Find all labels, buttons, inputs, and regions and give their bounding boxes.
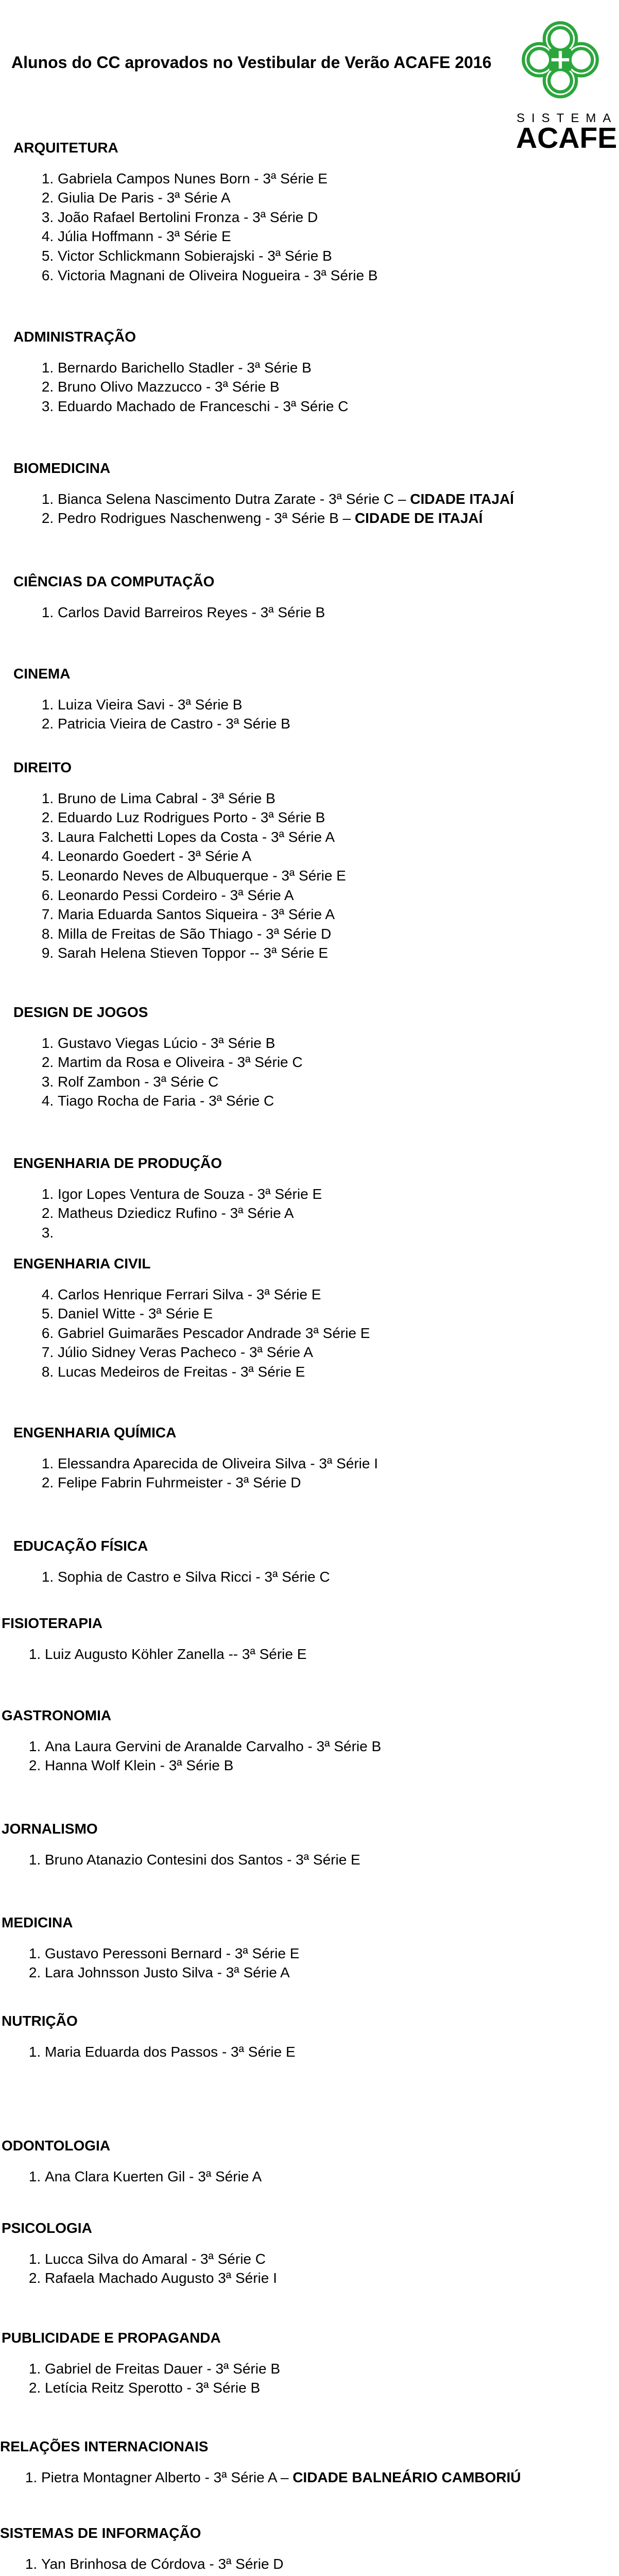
section-educacao-fisica (13, 1536, 330, 1586)
section-nutricao (2, 2011, 296, 2061)
student-list-item: 6. Leonardo Pessi Cordeiro - 3ª Série A (58, 886, 346, 905)
student-list (2, 2249, 277, 2288)
student-list-item: 1. Maria Eduarda dos Passos - 3ª Série E (45, 2042, 296, 2062)
student-list (2, 2167, 262, 2187)
student-list-item: 1. Bruno de Lima Cabral - 3ª Série B (58, 789, 346, 808)
section-heading: JORNALISMO (2, 1821, 98, 1837)
section-heading: DESIGN DE JOGOS (13, 1004, 148, 1020)
student-list-item: 2. Letícia Reitz Sperotto - 3ª Série B (45, 2378, 280, 2398)
student-list (13, 603, 325, 622)
student-list-item: 6. Gabriel Guimarães Pescador Andrade 3ª Série E (58, 1324, 370, 1343)
student-list (13, 1285, 370, 1382)
student-list (13, 695, 290, 734)
student-list-item: 3. Rolf Zambon - 3ª Série C (58, 1072, 303, 1092)
student-list (2, 1645, 306, 1664)
section-heading: RELAÇÕES INTERNACIONAIS (0, 2438, 209, 2454)
student-list (2, 1737, 381, 1775)
student-list-item: 1. Elessandra Aparecida de Oliveira Silva - 3ª Série I (58, 1454, 378, 1473)
section-biomedicina (13, 459, 514, 528)
student-list-item: 4. Carlos Henrique Ferrari Silva - 3ª Série E (58, 1285, 370, 1304)
section-administracao (13, 327, 348, 416)
page-title: Alunos do CC aprovados no Vestibular de Verão ACAFE 2016 (11, 53, 492, 72)
section-heading: PUBLICIDADE E PROPAGANDA (2, 2330, 221, 2346)
acafe-logo (515, 19, 618, 154)
student-list-item: 1. Gustavo Peressoni Bernard - 3ª Série E (45, 1944, 299, 1963)
student-list-item: 4. Tiago Rocha de Faria - 3ª Série C (58, 1091, 303, 1111)
student-list-item: 2. Bruno Olivo Mazzucco - 3ª Série B (58, 377, 348, 397)
section-engenharia-quimica (13, 1423, 378, 1493)
section-heading: BIOMEDICINA (13, 460, 111, 476)
student-list (0, 2468, 521, 2487)
student-list-item: 5. Victor Schlickmann Sobierajski - 3ª Série B (58, 246, 377, 266)
student-list (2, 2359, 280, 2398)
student-list-item: 3. Laura Falchetti Lopes da Costa - 3ª Série A (58, 827, 346, 847)
student-name: Bianca Selena Nascimento Dutra Zarate - 3ª Série C – (58, 490, 406, 507)
student-list-item: 3. Eduardo Machado de Franceschi - 3ª Série C (58, 397, 348, 416)
section-heading: EDUCAÇÃO FÍSICA (13, 1538, 148, 1554)
section-heading: ENGENHARIA QUÍMICA (13, 1425, 177, 1440)
student-list (2, 1944, 299, 1982)
section-direito (13, 758, 346, 963)
section-heading: ENGENHARIA DE PRODUÇÃO (13, 1155, 222, 1171)
city-label: CIDADE BALNEÁRIO CAMBORIÚ (293, 2469, 521, 2485)
student-list (13, 1454, 378, 1493)
section-heading: ARQUITETURA (13, 140, 118, 156)
student-list (13, 169, 377, 285)
section-publicidade-e-propaganda (2, 2328, 280, 2398)
section-sistemas-de-informacao (0, 2523, 284, 2573)
logo-sistema-text: SISTEMA (517, 111, 618, 125)
section-design-de-jogos (13, 1003, 303, 1111)
student-list (13, 789, 346, 963)
section-arquitetura (13, 138, 377, 285)
student-list (0, 2554, 284, 2574)
student-list-item: 1. Ana Clara Kuerten Gil - 3ª Série A (45, 2167, 262, 2187)
student-list (13, 358, 348, 416)
student-list-item: 1. Carlos David Barreiros Reyes - 3ª Série B (58, 603, 325, 622)
student-list-item: 9. Sarah Helena Stieven Toppor -- 3ª Série E (58, 943, 346, 963)
student-list-item: 2. Giulia De Paris - 3ª Série A (58, 188, 377, 208)
student-list-item: 1. Sophia de Castro e Silva Ricci - 3ª Série C (58, 1567, 330, 1587)
student-list-item: 2. Rafaela Machado Augusto 3ª Série I (45, 2268, 277, 2288)
section-heading: FISIOTERAPIA (2, 1615, 103, 1631)
student-list-item: 5. Leonardo Neves de Albuquerque - 3ª Série E (58, 866, 346, 886)
student-list-item: 8. Lucas Medeiros de Freitas - 3ª Série E (58, 1362, 370, 1382)
city-label: CIDADE DE ITAJAÍ (354, 510, 483, 527)
student-list-item (58, 489, 514, 509)
section-heading: CINEMA (13, 666, 71, 682)
student-list-item: 1. Yan Brinhosa de Córdova - 3ª Série D (41, 2554, 284, 2574)
student-list (13, 489, 514, 528)
student-list-item: 4. Júlia Hoffmann - 3ª Série E (58, 227, 377, 246)
student-list-item: 1. Gabriel de Freitas Dauer - 3ª Série B (45, 2359, 280, 2379)
student-list-item (41, 2468, 521, 2487)
student-list (2, 2042, 296, 2062)
student-list-item: 2. Matheus Dziedicz Rufino - 3ª Série A (58, 1204, 322, 1223)
student-list-item: 1. Luiz Augusto Köhler Zanella -- 3ª Série E (45, 1645, 306, 1664)
student-list-item (58, 509, 514, 528)
student-name: Pietra Montagner Alberto - 3ª Série A – (41, 2469, 289, 2485)
section-heading: DIREITO (13, 759, 72, 775)
section-heading: ODONTOLOGIA (2, 2138, 111, 2154)
section-heading: CIÊNCIAS DA COMPUTAÇÃO (13, 573, 215, 589)
section-gastronomia (2, 1706, 381, 1775)
student-name: Pedro Rodrigues Naschenweng - 3ª Série B – (58, 510, 351, 527)
section-engenharia-de-producao (13, 1154, 322, 1242)
student-list-item: 2. Lara Johnsson Justo Silva - 3ª Série A (45, 1963, 299, 1982)
section-odontologia (2, 2136, 262, 2186)
student-list-item: 3. João Rafael Bertolini Fronza - 3ª Série D (58, 208, 377, 227)
student-list-item: 1. Bruno Atanazio Contesini dos Santos - 3ª Série E (45, 1850, 360, 1870)
logo-acafe-text: ACAFE (516, 122, 617, 155)
section-heading: ADMINISTRAÇÃO (13, 329, 136, 345)
student-list-item: 2. Patricia Vieira de Castro - 3ª Série B (58, 714, 290, 734)
student-list-item: 2. Felipe Fabrin Fuhrmeister - 3ª Série D (58, 1473, 378, 1493)
student-list-item: 1. Igor Lopes Ventura de Souza - 3ª Série E (58, 1184, 322, 1204)
section-ciencias-da-computacao (13, 572, 325, 622)
section-cinema (13, 664, 290, 734)
section-psicologia (2, 2218, 277, 2288)
section-fisioterapia (2, 1614, 306, 1664)
section-medicina (2, 1913, 299, 1982)
student-list-item: 8. Milla de Freitas de São Thiago - 3ª Série D (58, 924, 346, 944)
section-heading: GASTRONOMIA (2, 1707, 112, 1723)
student-list-item: 2. Martim da Rosa e Oliveira - 3ª Série C (58, 1053, 303, 1072)
section-heading: NUTRIÇÃO (2, 2013, 78, 2029)
student-list (13, 1184, 322, 1243)
student-list-item: 1. Ana Laura Gervini de Aranalde Carvalho - 3ª Série B (45, 1737, 381, 1756)
student-list-item: 2. Hanna Wolf Klein - 3ª Série B (45, 1756, 381, 1775)
section-engenharia-civil (13, 1254, 370, 1382)
student-list-item: 1. Gustavo Viegas Lúcio - 3ª Série B (58, 1033, 303, 1053)
section-relacoes-internacionais (0, 2437, 521, 2487)
student-list-item: 7. Júlio Sidney Veras Pacheco - 3ª Série A (58, 1343, 370, 1362)
section-heading: ENGENHARIA CIVIL (13, 1256, 151, 1272)
section-heading: SISTEMAS DE INFORMAÇÃO (0, 2525, 201, 2541)
student-list-item: 1. Lucca Silva do Amaral - 3ª Série C (45, 2249, 277, 2269)
student-list-item: 1. Bernardo Barichello Stadler - 3ª Série B (58, 358, 348, 378)
student-list-item: 4. Leonardo Goedert - 3ª Série A (58, 846, 346, 866)
student-list-item: 1. Gabriela Campos Nunes Born - 3ª Série E (58, 169, 377, 189)
section-heading: MEDICINA (2, 1914, 73, 1930)
student-list-item: 5. Daniel Witte - 3ª Série E (58, 1304, 370, 1324)
city-label: CIDADE ITAJAÍ (410, 490, 514, 507)
student-list-item: 2. Eduardo Luz Rodrigues Porto - 3ª Série B (58, 808, 346, 827)
student-list-item: 6. Victoria Magnani de Oliveira Nogueira - 3ª Série B (58, 266, 377, 285)
student-list-item (58, 1223, 322, 1243)
student-list-item: 7. Maria Eduarda Santos Siqueira - 3ª Série A (58, 905, 346, 924)
student-list (2, 1850, 360, 1870)
student-list (13, 1033, 303, 1111)
section-jornalismo (2, 1819, 360, 1869)
student-list-item: 1. Luiza Vieira Savi - 3ª Série B (58, 695, 290, 715)
acafe-knot-logo-icon (520, 20, 600, 100)
student-list (13, 1567, 330, 1587)
section-heading: PSICOLOGIA (2, 2220, 92, 2236)
